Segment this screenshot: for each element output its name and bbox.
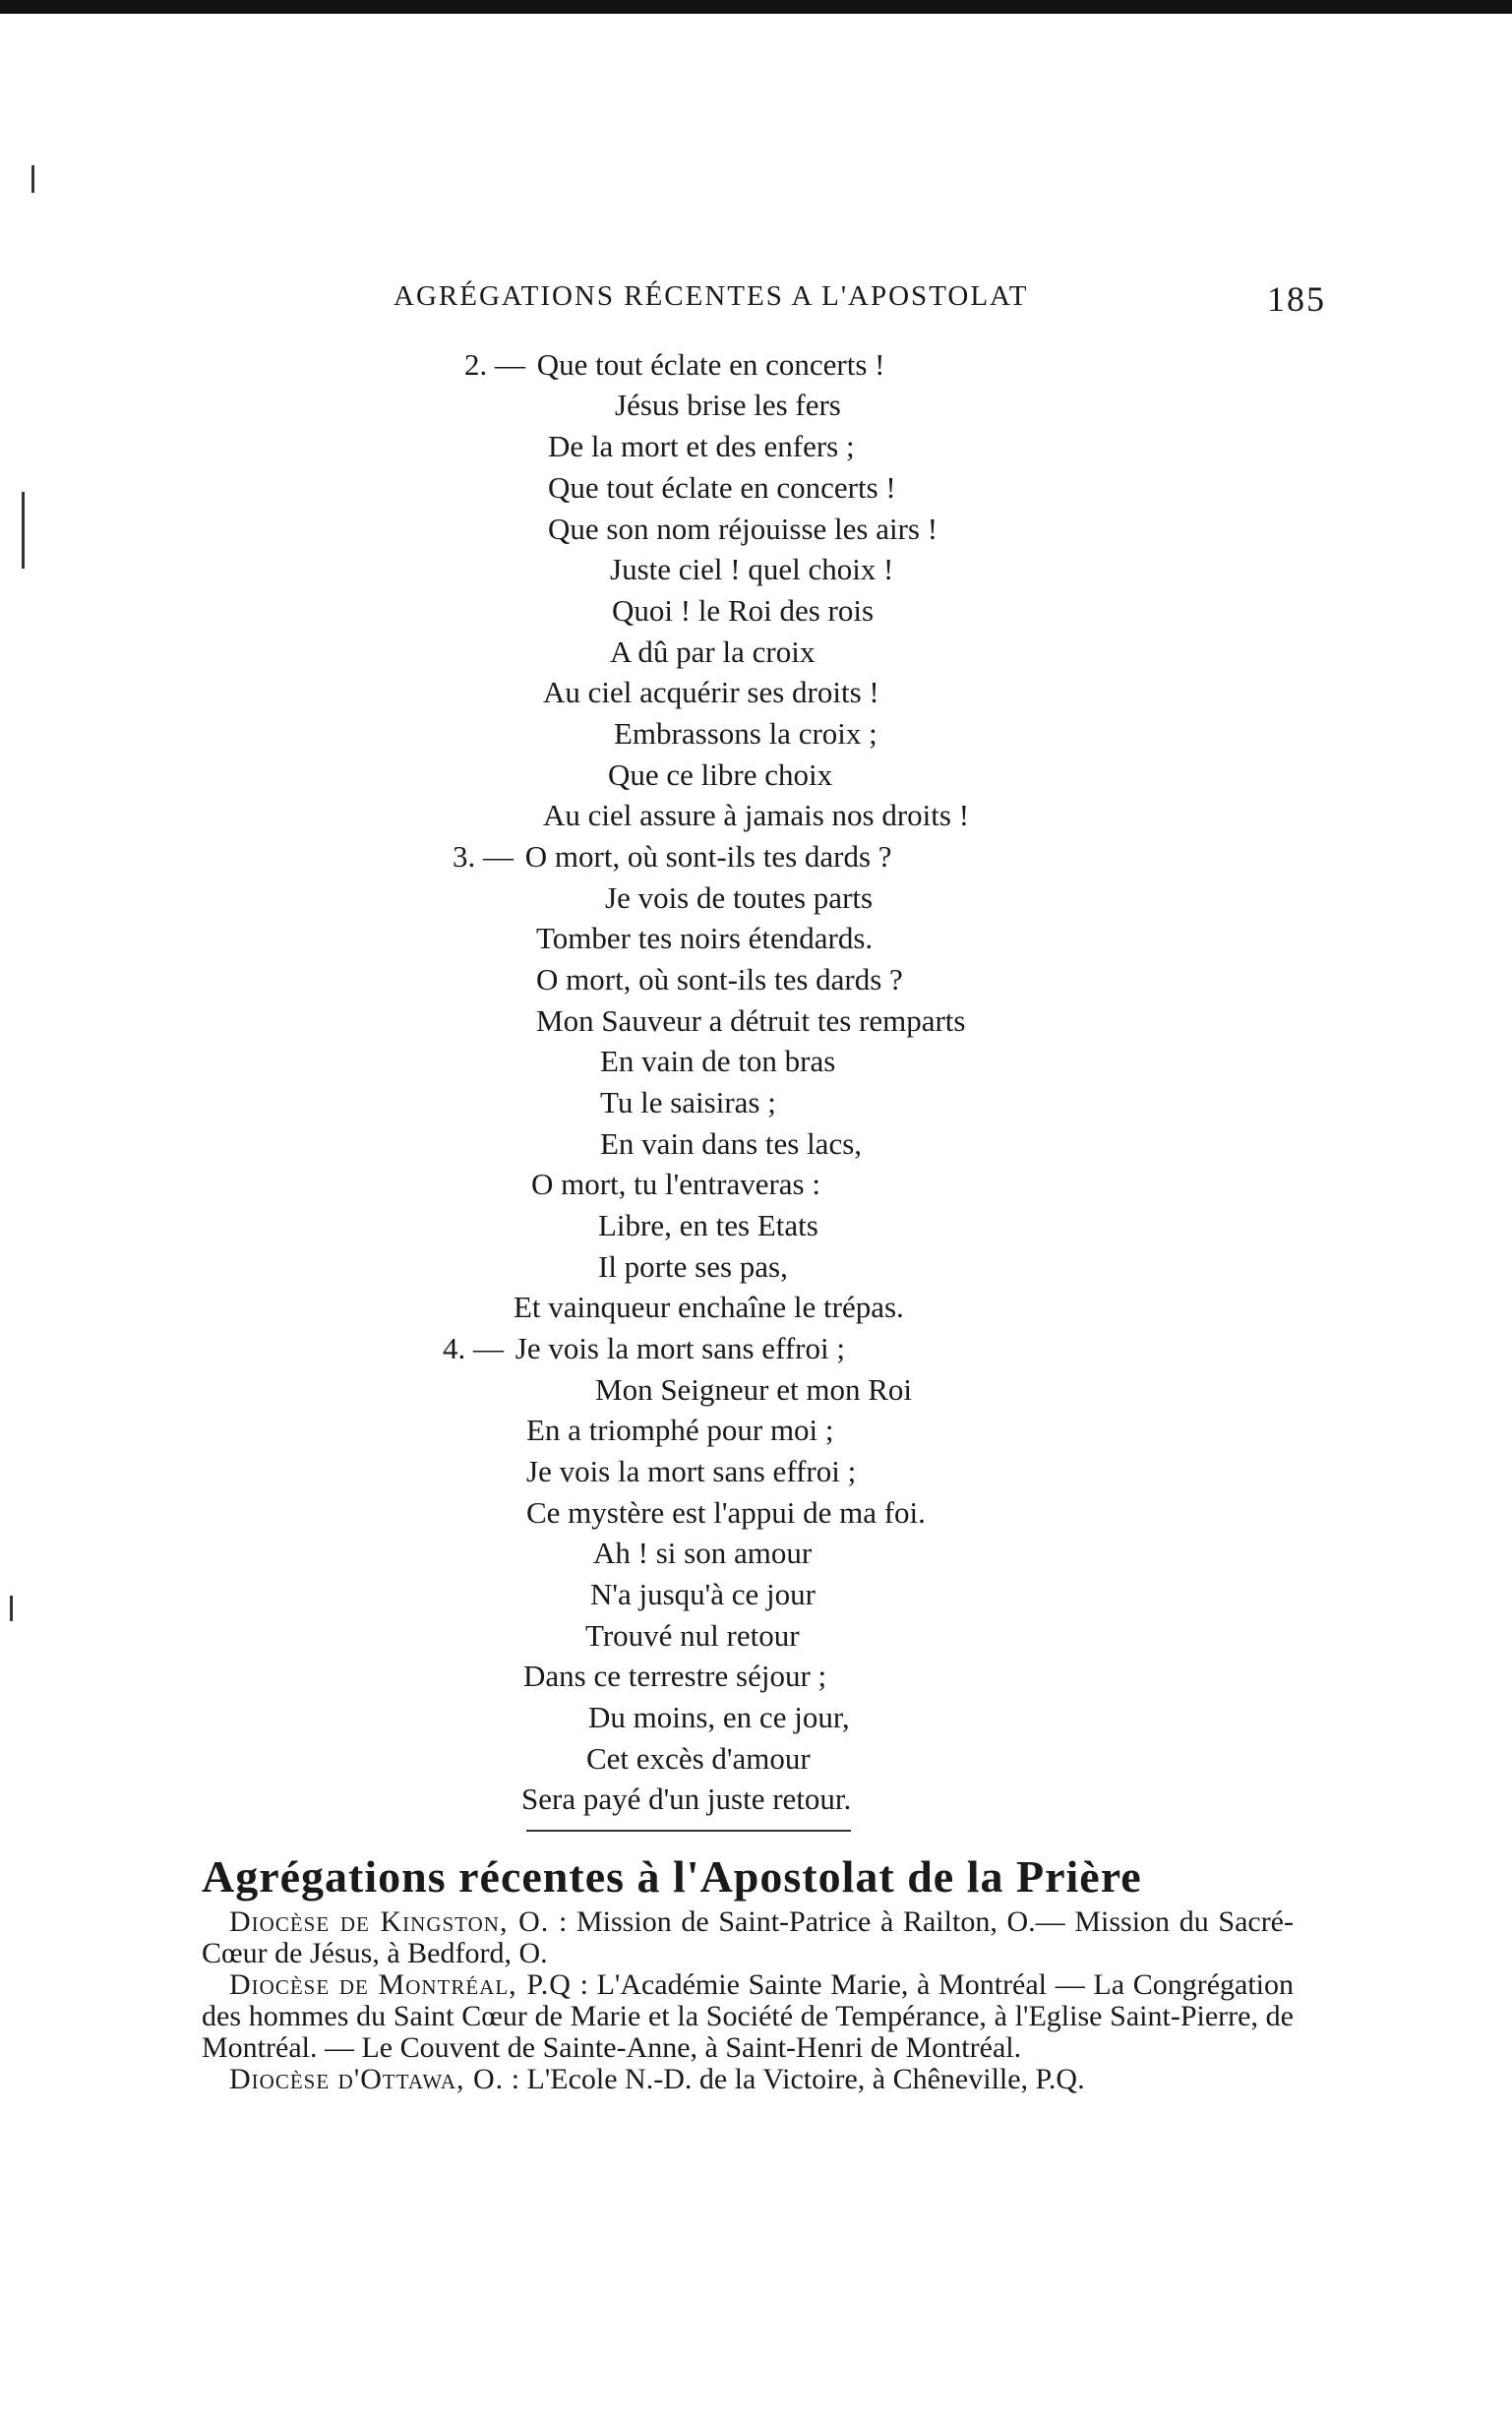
- stanza-3-line-8: En vain dans tes lacs,: [600, 1126, 863, 1161]
- aggregations-section: [202, 1849, 1294, 2095]
- stanza-2-line-8: A dû par la croix: [610, 634, 816, 669]
- stanza-2-line-4: Que tout éclate en concerts !: [548, 470, 896, 505]
- entry-text: : Mission de Saint-Patrice à Railton, O.— Mission du Sacré-Cœur de Jésus, à Bedford, O.: [202, 1905, 1294, 1969]
- stanza-2-line-1: 2. — Que tout éclate en concerts !: [464, 344, 885, 386]
- stanza-4-line-6: Ah ! si son amour: [593, 1536, 813, 1570]
- stanza-3-line-1: 3. — O mort, où sont-ils tes dards ?: [453, 836, 892, 877]
- page-number: 185: [1267, 279, 1326, 319]
- entry-kingston: [202, 1906, 1294, 1969]
- stanza-number: 2. —: [464, 347, 525, 382]
- entry-montreal: [202, 1969, 1294, 2064]
- scan-mark: [31, 165, 34, 193]
- running-head-title: AGRÉGATIONS RÉCENTES A L'APOSTOLAT: [393, 280, 1029, 312]
- stanza-2-line-7: Quoi ! le Roi des rois: [612, 593, 875, 628]
- stanza-4-line-10: Du moins, en ce jour,: [588, 1700, 850, 1734]
- stanza-3-line-9: O mort, tu l'entraveras :: [531, 1167, 820, 1201]
- stanza-4-line-8: Trouvé nul retour: [585, 1618, 800, 1653]
- stanza-3-line-3: Tomber tes noirs étendards.: [536, 921, 874, 955]
- stanza-2-line-12: Au ciel assure à jamais nos droits !: [543, 798, 970, 832]
- scan-mark: [10, 1596, 13, 1621]
- diocese-name: Diocèse de Montréal, P.Q: [229, 1968, 572, 2001]
- section-body: [202, 1906, 1294, 2095]
- stanza-4-line-5: Ce mystère est l'appui de ma foi.: [526, 1495, 926, 1530]
- stanza-2-line-3: De la mort et des enfers ;: [548, 429, 855, 463]
- stanza-3-line-2: Je vois de toutes parts: [605, 880, 874, 915]
- stanza-2-line-5: Que son nom réjouisse les airs !: [548, 512, 938, 546]
- section-title: Agrégations récentes à l'Apostolat de la Prière: [202, 1851, 1142, 1902]
- stanza-2-line-6: Juste ciel ! quel choix !: [610, 552, 894, 586]
- entry-text: : L'Académie Sainte Marie, à Montréal — La Congrégation des hommes du Saint Cœur de Marie et la Société de Tempérance, à l'Eglise Saint-Pierre, de Montréal. — Le Couvent de Sainte-Anne, à Saint-Henri de Montréal.: [202, 1968, 1294, 2064]
- stanza-2-line-2: Jésus brise les fers: [615, 388, 841, 422]
- diocese-name: Diocèse de Kingston, O.: [229, 1905, 550, 1938]
- stanza-4-line-12: Sera payé d'un juste retour.: [521, 1782, 852, 1816]
- stanza-number: 4. —: [443, 1331, 504, 1365]
- entry-text: : L'Ecole N.-D. de la Victoire, à Chêneville, P.Q.: [504, 2063, 1085, 2095]
- stanza-2-line-9: Au ciel acquérir ses droits !: [543, 675, 879, 709]
- stanza-3-line-11: Il porte ses pas,: [598, 1249, 788, 1284]
- stanza-4-line-7: N'a jusqu'à ce jour: [590, 1577, 816, 1611]
- stanza-4-line-4: Je vois la mort sans effroi ;: [526, 1454, 857, 1488]
- stanza-4-line-1: 4. — Je vois la mort sans effroi ;: [443, 1328, 845, 1369]
- stanza-2-line-11: Que ce libre choix: [608, 757, 833, 792]
- section-divider: [526, 1830, 851, 1832]
- running-header: [393, 278, 1326, 322]
- stanza-4-line-2: Mon Seigneur et mon Roi: [595, 1372, 913, 1407]
- stanza-3-line-7: Tu le saisiras ;: [600, 1085, 776, 1119]
- stanza-3-line-12: Et vainqueur enchaîne le trépas.: [514, 1290, 904, 1324]
- top-scan-edge: [0, 0, 1512, 14]
- stanza-number: 3. —: [453, 839, 514, 874]
- stanza-3-line-6: En vain de ton bras: [600, 1044, 836, 1078]
- entry-ottawa: [202, 2064, 1294, 2095]
- scan-mark: [22, 492, 25, 569]
- stanza-4-line-3: En a triomphé pour moi ;: [526, 1413, 834, 1447]
- stanza-3-line-10: Libre, en tes Etats: [598, 1208, 818, 1242]
- stanza-4-line-11: Cet excès d'amour: [586, 1741, 811, 1776]
- stanza-3-line-4: O mort, où sont-ils tes dards ?: [536, 962, 903, 997]
- stanza-4-line-9: Dans ce terrestre séjour ;: [523, 1659, 827, 1693]
- stanza-2-line-10: Embrassons la croix ;: [614, 716, 877, 751]
- diocese-name: Diocèse d'Ottawa, O.: [229, 2063, 505, 2095]
- stanza-3-line-5: Mon Sauveur a détruit tes remparts: [536, 1003, 966, 1038]
